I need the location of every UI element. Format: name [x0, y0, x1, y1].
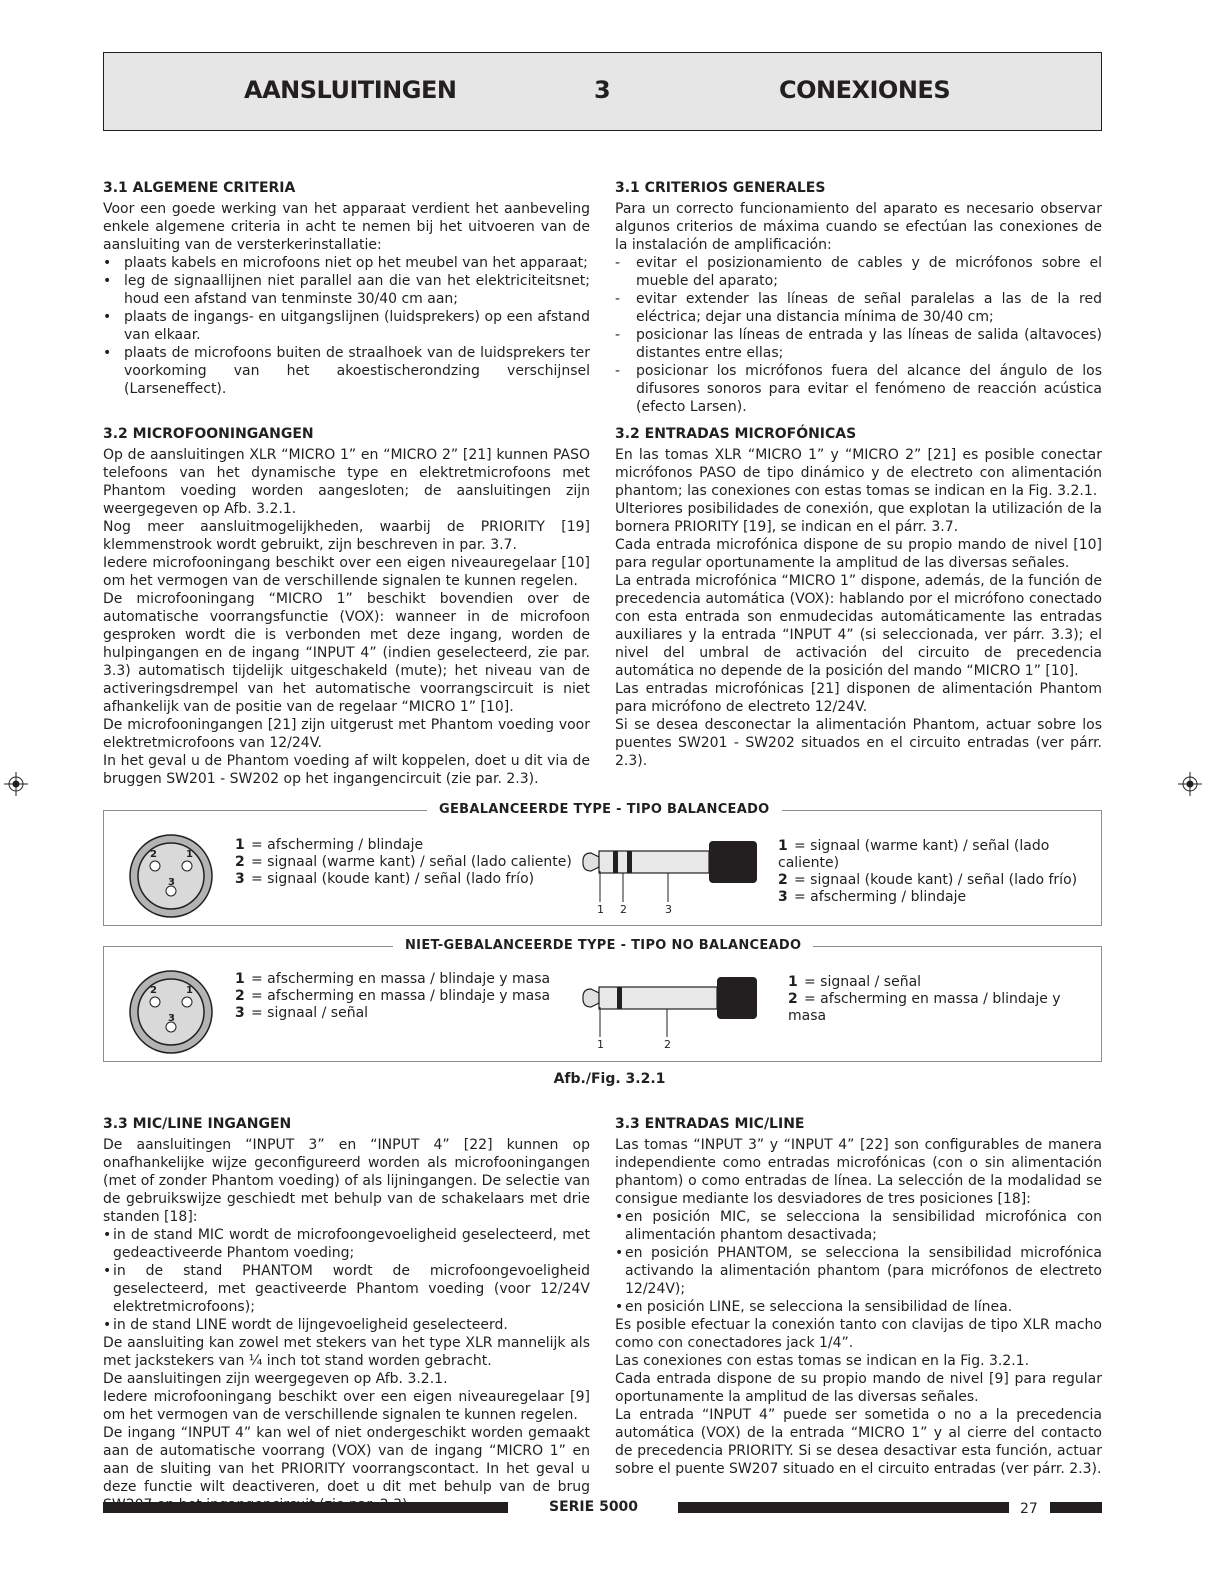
list-item: • en posición LINE, se selecciona la sensibilidad de línea.: [615, 1299, 1013, 1315]
section-3-2-nl: [103, 425, 590, 788]
paragraph: Iedere microfooningang beschikt over een eigen niveauregelaar [9] om het vermogen van de verschillende signalen te kunnen regelen.: [103, 1389, 590, 1423]
paragraph: Es posible efectuar la conexión tanto con clavijas de tipo XLR macho como con conectadores jack 1/4”.: [615, 1317, 1102, 1351]
section-heading: 3.3 ENTRADAS MIC/LINE: [615, 1116, 805, 1132]
bullet-list: [103, 254, 590, 398]
jack-legend: [788, 974, 1101, 1025]
section-heading: 3.3 MIC/LINE INGANGEN: [103, 1116, 292, 1132]
figure-title: NIET-GEBALANCEERDE TYPE - TIPO NO BALANCEADO: [393, 938, 813, 953]
jack-plug-trs-icon: [579, 837, 769, 917]
paragraph: Voor een goede werking van het apparaat verdient het aanbeveling enkele algemene criteria in acht te nemen bij het uitvoeren van de aansluiting van de versterkerinstallatie:: [103, 201, 590, 253]
paragraph: Para un correcto funcionamiento del aparato es necesario observar algunos criterios de máxima cuando se efectúan las conexiones de la instalación de amplificación:: [615, 201, 1102, 253]
list-item: • in de stand LINE wordt de lijngevoeligheid geselecteerd.: [103, 1317, 508, 1333]
xlr-pin-label: 1: [186, 985, 193, 996]
xlr-pin-label: 1: [186, 849, 193, 860]
xlr-legend: [235, 971, 550, 1022]
list-item: - evitar el posizionamiento de cables y de micrófonos sobre el mueble del aparato;: [615, 255, 1102, 289]
paragraph: Cada entrada dispone de su propio mando de nivel [9] para regular oportunamente la amplitud de las diversas señales.: [615, 1371, 1102, 1405]
xlr-connector-icon: [128, 969, 214, 1055]
jack-label: 1: [597, 1038, 604, 1051]
section-heading: 3.2 ENTRADAS MICROFÓNICAS: [615, 426, 857, 442]
paragraph: En las tomas XLR “MICRO 1” y “MICRO 2” [21] es posible conectar micrófonos PASO de tipo dinámico y de electreto con alimentación phantom; las conexiones con estas tomas se indican en la Fig. 3.2.1.: [615, 447, 1102, 499]
jack-label: 2: [664, 1038, 671, 1051]
section-3-1-nl: [103, 179, 590, 398]
jack-legend: [778, 838, 1101, 906]
footer-series: SERIE 5000: [549, 1499, 639, 1515]
paragraph: De ingang “INPUT 4” kan wel of niet ondergeschikt worden gemaakt aan de automatische voorrang (VOX) van de ingang “MICRO 1” en aan de sluiting van het PRIORITY voorrangscontact. In het geval u deze functie wilt deactiveren, doet u dit met behulp van de brug: [103, 1425, 590, 1495]
paragraph: Las entradas microfónicas [21] disponen de alimentación Phantom para micrófono de electreto 12/24V.: [615, 681, 1102, 715]
section-3-3-nl: [103, 1115, 590, 1514]
legend-row: 1 = afscherming en massa / blindaje y masa: [235, 971, 551, 987]
list-item: - posicionar los micrófonos fuera del alcance del ángulo de los difusores sonoros para evitar el fenómeno de reacción acústica (efecto Larsen).: [615, 363, 1102, 415]
jack-label: 1: [597, 903, 604, 916]
list-item: • plaats de ingangs- en uitgangslijnen (luidsprekers) op een afstand van elkaar.: [103, 309, 590, 343]
footer-bar: [678, 1502, 1009, 1513]
paragraph: Nog meer aansluitmogelijkheden, waarbij de PRIORITY [19] klemmenstrook wordt gebruikt, zijn beschreven in par. 3.7.: [103, 519, 590, 553]
paragraph: De aansluitingen “INPUT 3” en “INPUT 4” [22] kunnen op onafhankelijke wijze geconfigureerd worden als microfooningangen (met of zonder Phantom voeding) of als lijningangen. De selectie van de gebruikswijze geschiedt met behulp van de schakelaars met drie standen [18]:: [103, 1137, 590, 1225]
xlr-pin-label: 2: [150, 985, 157, 996]
registration-mark-icon: [1178, 772, 1202, 796]
legend-row: 2 = signaal (warme kant) / señal (lado caliente): [235, 854, 572, 870]
bullet-list: [103, 1226, 590, 1334]
xlr-legend: [235, 837, 572, 888]
xlr-pin-label: 3: [168, 877, 175, 888]
legend-row: 3 = afscherming / blindaje: [778, 889, 967, 905]
xlr-pin-label: 3: [168, 1013, 175, 1024]
paragraph: De microfooningangen [21] zijn uitgerust met Phantom voeding voor elektretmicrofoons van 12/24V.: [103, 717, 590, 751]
dash-list: [615, 254, 1102, 416]
chapter-title-es: CONEXIONES: [779, 76, 951, 104]
section-heading: 3.2 MICROFOONINGANGEN: [103, 426, 314, 442]
section-3-3-es: [615, 1115, 1102, 1478]
legend-row: 2 = afscherming en massa / blindaje y masa: [788, 991, 1061, 1024]
chapter-number: 3: [594, 76, 611, 104]
paragraph: Op de aansluitingen XLR “MICRO 1” en “MICRO 2” [21] kunnen PASO telefoons van het dynamische type en elektretmicrofoons met Phantom voeding worden aangesloten; de aansluitingen zijn weergegeven op Afb. 3.2.1.: [103, 447, 590, 517]
bullet-list: [615, 1208, 1102, 1316]
figure-balanced: [103, 810, 1102, 926]
legend-row: 2 = afscherming en massa / blindaje y masa: [235, 988, 551, 1004]
legend-row: 2 = signaal (koude kant) / señal (lado frío): [778, 872, 1078, 888]
section-heading: 3.1 ALGEMENE CRITERIA: [103, 180, 296, 196]
xlr-connector-icon: [128, 833, 214, 919]
jack-plug-ts-icon: [579, 973, 769, 1053]
registration-mark-icon: [4, 772, 28, 796]
section-3-2-es: [615, 425, 1102, 770]
paragraph: De aansluitingen zijn weergegeven op Afb. 3.2.1.: [103, 1371, 448, 1387]
footer-bar: [103, 1502, 508, 1513]
jack-label: 3: [665, 903, 672, 916]
legend-row: 3 = signaal / señal: [235, 1005, 369, 1021]
footer-bar: [1050, 1502, 1102, 1513]
paragraph: Las conexiones con estas tomas se indican en la Fig. 3.2.1.: [615, 1353, 1030, 1369]
list-item: • in de stand PHANTOM wordt de microfoongevoeligheid geselecteerd, met geactiveerde Phantom voeding (voor 12/24V elektretmicrofoons);: [103, 1263, 590, 1315]
list-item: • en posición PHANTOM, se selecciona la sensibilidad microfónica activando la alimentación phantom (para micrófonos de electreto 12/24V);: [615, 1245, 1102, 1297]
section-3-1-es: [615, 179, 1102, 416]
paragraph: De microfooningang “MICRO 1” beschikt bovendien over de automatische voorrangsfunctie (VOX): wanneer in de microfoon gesproken wordt die is verbonden met deze ingang, worden de hulpingangen en de ingang “INPUT 4” (indien geselecteerd, zie par. 3.3) automatisch tijdelijk uitgeschakeld (mute); het niveau van de activeringsdrempel van het automatische voorrangscircuit is niet afhankelijk van de positie van de regelaar “MICRO 1” [10].: [103, 591, 590, 715]
paragraph: Cada entrada microfónica dispone de su propio mando de nivel [10] para regular oportunamente la amplitud de las diversas señales.: [615, 537, 1102, 571]
paragraph: Si se desea desconectar la alimentación Phantom, actuar sobre los puentes SW201 - SW202 situados en el circuito entradas (ver párr. 2.3).: [615, 717, 1102, 769]
list-item: • plaats kabels en microfoons niet op het meubel van het apparaat;: [103, 255, 588, 271]
paragraph: In het geval u de Phantom voeding af wilt koppelen, doet u dit via de bruggen SW201 - SW202 op het ingangencircuit (zie par. 2.3).: [103, 753, 590, 787]
list-item: • plaats de microfoons buiten de straalhoek van de luidsprekers ter voorkoming van het akoestischerondzing verschijnsel (Larseneffect).: [103, 345, 590, 397]
page-number: 27: [1020, 1501, 1038, 1517]
figure-caption: Afb./Fig. 3.2.1: [553, 1071, 666, 1087]
legend-row: 3 = signaal (koude kant) / señal (lado frío): [235, 871, 535, 887]
paragraph: Las tomas “INPUT 3” y “INPUT 4” [22] son configurables de manera independiente como entradas microfónicas (con o sin alimentación phantom) o como entradas de línea. La selección de la modalidad se consigue mediante los desviadores de tres posiciones [18]:: [615, 1137, 1102, 1207]
list-item: • in de stand MIC wordt de microfoongevoeligheid geselecteerd, met gedeactiveerde Phantom voeding;: [103, 1227, 590, 1261]
paragraph: Iedere microfooningang beschikt over een eigen niveauregelaar [10] om het vermogen van de verschillende signalen te kunnen regelen.: [103, 555, 590, 589]
chapter-title-nl: AANSLUITINGEN: [244, 76, 457, 104]
legend-row: 1 = signaal / señal: [788, 974, 922, 990]
paragraph: De aansluiting kan zowel met stekers van het type XLR mannelijk als met jackstekers van ¼ inch tot stand worden gebracht.: [103, 1335, 590, 1369]
legend-row: 1 = signaal (warme kant) / señal (lado caliente): [778, 838, 1050, 871]
section-heading: 3.1 CRITERIOS GENERALES: [615, 180, 826, 196]
list-item: • en posición MIC, se selecciona la sensibilidad microfónica con alimentación phantom desactivada;: [615, 1209, 1102, 1243]
list-item: • leg de signaallijnen niet parallel aan die van het elektriciteitsnet; houd een afstand van tenminste 30/40 cm aan;: [103, 273, 590, 307]
figure-unbalanced: [103, 946, 1102, 1062]
chapter-header: [103, 52, 1102, 131]
paragraph: La entrada “INPUT 4” puede ser sometida o no a la precedencia automática (VOX) de la entrada “MICRO 1” y al cierre del contacto de precedencia PRIORITY. Si se desea desactivar esta función, actuar sobre el puente SW207 situado en el circuito entradas (ver párr. 2.3).: [615, 1407, 1102, 1477]
paragraph: La entrada microfónica “MICRO 1” dispone, además, de la función de precedencia automática (VOX): hablando por el micrófono conectado con esta entrada son enmudecidas automáticamente las entradas auxiliares y la entrada “INPUT 4” (si seleccionada, ver párr. 3.3); el nivel del umbral de activación del circuito de precedencia automática no depende de la posición del mando “MICRO 1” [10].: [615, 573, 1102, 679]
figure-title: GEBALANCEERDE TYPE - TIPO BALANCEADO: [427, 802, 782, 817]
xlr-pin-label: 2: [150, 849, 157, 860]
paragraph: Ulteriores posibilidades de conexión, que explotan la utilización de la bornera PRIORITY [19], se indican en el párr. 3.7.: [615, 501, 1102, 535]
list-item: - posicionar las líneas de entrada y las líneas de salida (altavoces) distantes entre ellas;: [615, 327, 1102, 361]
list-item: - evitar extender las líneas de señal paralelas a las de la red eléctrica; dejar una distancia mínima de 30/40 cm;: [615, 291, 1102, 325]
legend-row: 1 = afscherming / blindaje: [235, 837, 424, 853]
jack-label: 2: [620, 903, 627, 916]
